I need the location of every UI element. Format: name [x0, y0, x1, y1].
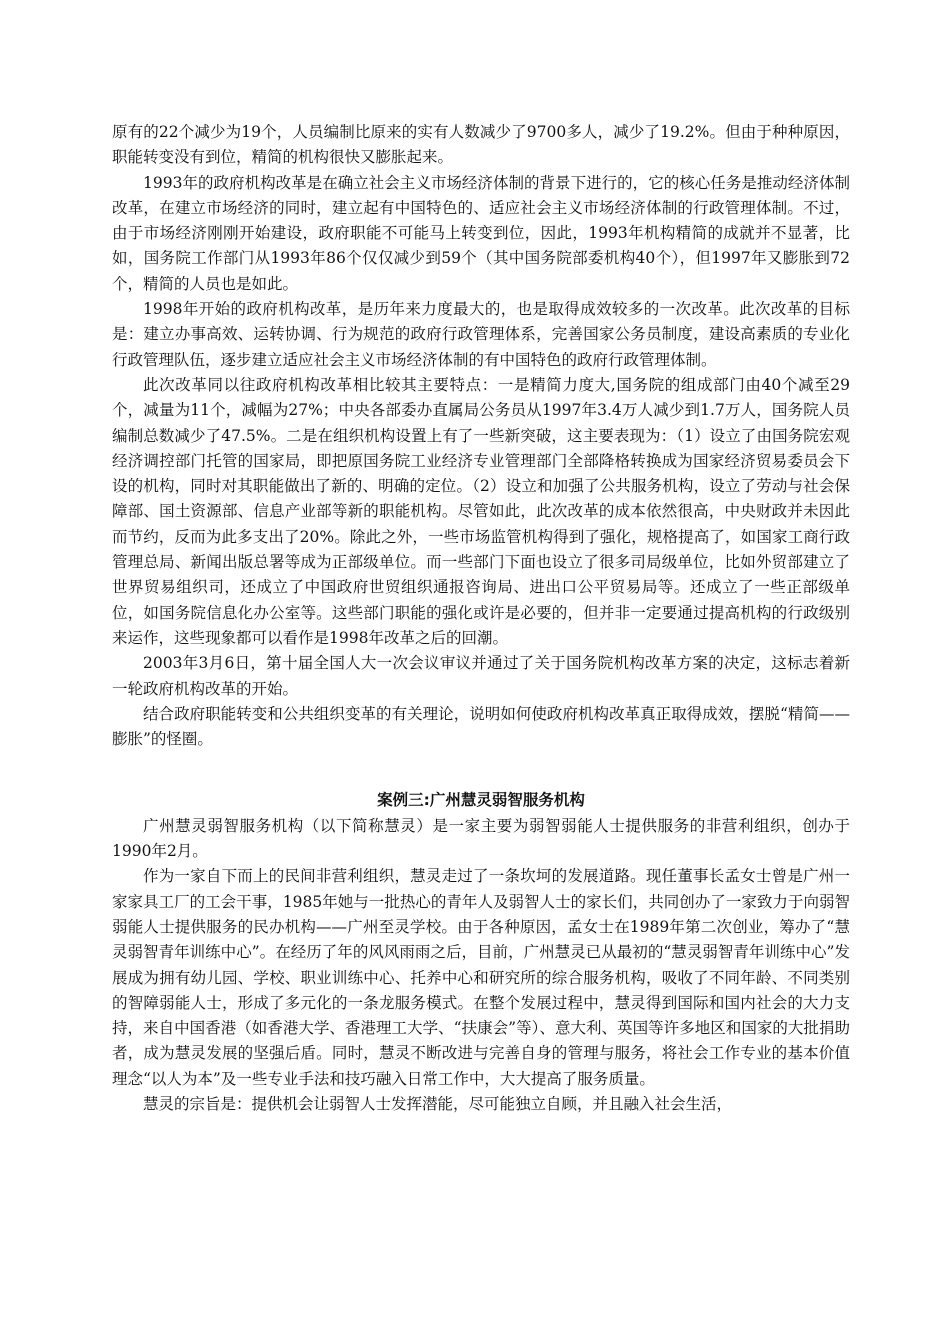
section-spacer — [112, 752, 850, 776]
paragraph-1998-reform: 1998年开始的政府机构改革，是历年来力度最大的，也是取得成效较多的一次改革。此次改革的目标是：建立办事高效、运转协调、行为规范的政府行政管理体系，完善国家公务员制度，建设高素质的专业化行政管理队伍，逐步建立适应社会主义市场经济体制的有中国特色的政府行政管理体制。 — [112, 300, 850, 369]
paragraph-2003-reform: 2003年3月6日，第十届全国人大一次会议审议并通过了关于国务院机构改革方案的决定，这标志着新一轮政府机构改革的开始。 — [112, 654, 850, 698]
document-page — [112, 120, 850, 1117]
paragraph-question: 结合政府职能转变和公共组织变革的有关理论，说明如何使政府机构改革真正取得成效，摆脱“精简——膨胀”的怪圈。 — [112, 704, 850, 749]
paragraph-huiling-intro: 广州慧灵弱智服务机构（以下简称慧灵）是一家主要为弱智弱能人士提供服务的非营利组织，创办于1990年2月。 — [112, 816, 850, 861]
paragraph-huiling-mission: 慧灵的宗旨是：提供机会让弱智人士发挥潜能，尽可能独立自顾，并且融入社会生活， — [143, 1094, 733, 1113]
section-title: 案例三:广州慧灵弱智服务机构 — [377, 791, 585, 810]
paragraph-1993-reform: 1993年的政府机构改革是在确立社会主义市场经济体制的背景下进行的，它的核心任务是推动经济体制改革，在建立市场经济的同时，建立起有中国特色的、适应社会主义市场经济体制的行政管理体制。不过，由于市场经济刚刚开始建设，政府职能不可能马上转变到位，因此，1993年机构精简的成就并不显著，比如，国务院工作部门从1993年86个仅仅减少到59个（其中国务院部委机构40个），但1997年又膨胀到72个，精简的人员也是如此。 — [112, 173, 850, 293]
paragraph-reform-features: 此次改革同以往政府机构改革相比较其主要特点：一是精简力度大,国务院的组成部门由40个减至29个，减量为11个，减幅为27%；中央各部委办直属局公务员从1997年3.4万人减少到1.7万人，国务院人员编制总数减少了47.5%。二是在组织机构设置上有了一些新突破，这主要表现为：（1）设立了由国务院宏观经济调控部门托管的国家局，即把原国务院工业经济专业管理部门全部降格转换成为国家经济贸易委员会下设的机构，同时对其职能做出了新的、明确的定位。（2）设立和加强了公共服务机构，设立了劳动与社会保障部、国土资源部、信息产业部等新的职能机构。尽管如此，此次改革的成本依然很高，中央财政并未因此而节约，反而为此多支出了20%。除此之外，一些市场监管机构得到了强化，规格提高了，如国家工商行政管理总局、新闻出版总署等成为正部级单位。而一些部门下面也设立了很多司局级单位，比如外贸部建立了世界贸易组织司，还成立了中国政府世贸组织通报咨询局、进出口公平贸易局等。还成立了一些正部级单位，如国务院信息化办公室等。这些部门职能的强化或许是必要的，但并非一定要通过提高机构的行政级别来运作，这些现象都可以看作是1998年改革之后的回潮。 — [112, 375, 850, 647]
paragraph-huiling-history: 作为一家自下而上的民间非营利组织，慧灵走过了一条坎坷的发展道路。现任董事长孟女士曾是广州一家家具工厂的工会干事，1985年她与一批热心的青年人及弱智人士的家长们，共同创办了一家致力于向弱智弱能人士提供服务的民办机构——广州至灵学校。由于各种原因，孟女士在1989年第二次创业，筹办了“慧灵弱智青年训练中心”。在经历了年的风风雨雨之后，目前，广州慧灵已从最初的“慧灵弱智青年训练中心”发展成为拥有幼儿园、学校、职业训练中心、托养中心和研究所的综合服务机构，吸收了不同年龄、不同类别的智障弱能人士，形成了多元化的一条龙服务模式。在整个发展过程中，慧灵得到国际和国内社会的大力支持，来自中国香港（如香港大学、香港理工大学、“扶康会”等）、意大利、英国等许多地区和国家的大批捐助者，成为慧灵发展的坚强后盾。同时，慧灵不断改进与完善自身的管理与服务，将社会工作专业的基本价值理念“以人为本”及一些专业手法和技巧融入日常工作中，大大提高了服务质量。 — [112, 867, 850, 1088]
paragraph-continued: 原有的22个减少为19个，人员编制比原来的实有人数减少了9700多人，减少了19.2%。但由于种种原因，职能转变没有到位，精简的机构很快又膨胀起来。 — [112, 123, 850, 167]
